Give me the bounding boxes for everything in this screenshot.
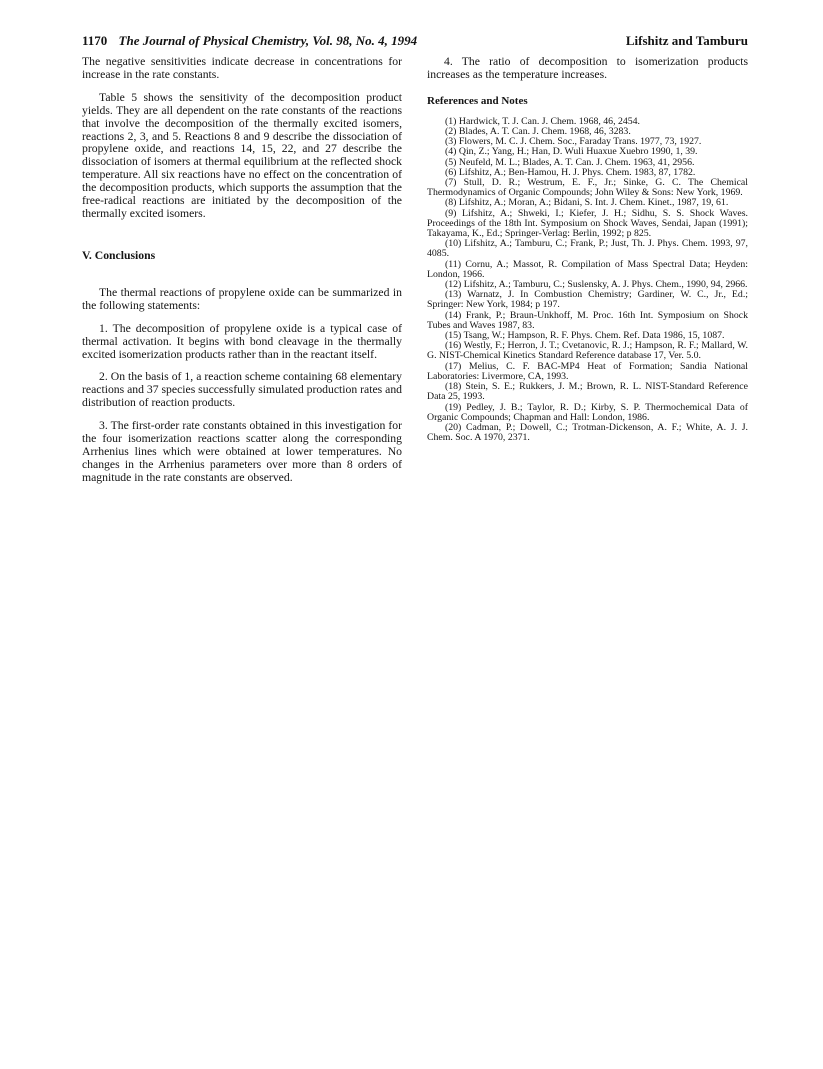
page-number: 1170 [82, 33, 108, 48]
section-heading-conclusions: V. Conclusions [82, 248, 156, 262]
reference-item: (8) Lifshitz, A.; Moran, A.; Bidani, S. Int. J. Chem. Kinet., 1987, 19, 61. [445, 197, 729, 209]
paragraph-table5: Table 5 shows the sensitivity of the decomposition product yields. They are all dependent on the rate constants of the reactions that involve the decomposition of the thermally excited isomers, reactions 2, 3, and 5. Reactions 8 and 9 describe the dissociation of propylene oxide, and reactions 14, 15, 22, and 27 describe the dissociation of isomers at thermal equilibrium at the reflected shock temperature. All six reactions have no effect on the concentration of the decomposition products, which supports the assumption that the free-radical reactions are initiated by the decomposition of the thermally excited isomers. [82, 90, 402, 220]
references-heading: References and Notes [427, 94, 528, 107]
reference-item: (2) Blades, A. T. Can. J. Chem. 1968, 46, 3283. [445, 126, 631, 138]
reference-item: (16) Westly, F.; Herron, J. T.; Cvetanovic, R. J.; Hampson, R. F.; Mallard, W. G. NIST-Chemical Kinetics Standard Reference database 17, Ver. 5.0. [427, 340, 748, 362]
conclusion-item-2: 2. On the basis of 1, a reaction scheme containing 68 elementary reactions and 37 species successfully simulated production rates and distribution of reaction products. [82, 370, 403, 410]
reference-item: (7) Stull, D. R.; Westrum, E. F., Jr.; Sinke, G. C. The Chemical Thermodynamics of Organic Compounds; John Wiley & Sons: New York, 1969. [427, 177, 748, 199]
header-authors: Lifshitz and Tamburu [625, 33, 748, 48]
paragraph-sensitivities: The negative sensitivities indicate decrease in concentrations for increase in the rate constants. [82, 55, 402, 81]
reference-item: (14) Frank, P.; Braun-Unkhoff, M. Proc. 16th Int. Symposium on Shock Tubes and Waves 1987, 83. [427, 309, 748, 331]
reference-item: (9) Lifshitz, A.; Shweki, I.; Kiefer, J. H.; Sidhu, S. S. Shock Waves. Proceedings of the 18th Int. Symposium on Shock Waves, Sendai, Japan (1991); Takayama, K., Ed.; Springer-Verlag: Berlin, 1992; p 825. [427, 207, 748, 240]
reference-item: (12) Lifshitz, A.; Tamburu, C.; Suslensky, A. J. Phys. Chem., 1990, 94, 2966. [445, 279, 748, 291]
reference-item: (10) Lifshitz, A.; Tamburu, C.; Frank, P.; Just, Th. J. Phys. Chem. 1993, 97, 4085. [427, 238, 748, 260]
reference-item: (13) Warnatz, J. In Combustion Chemistry; Gardiner, W. C., Jr., Ed.; Springer: New York, 1984; p 197. [427, 289, 748, 311]
journal-name: The Journal of Physical Chemistry, Vol. 98, No. 4, 1994 [118, 33, 418, 48]
reference-item: (20) Cadman, P.; Dowell, C.; Trotman-Dickenson, A. F.; White, A. J. J. Chem. Soc. A 1970, 2371. [427, 421, 748, 444]
conclusion-item-4: 4. The ratio of decomposition to isomerization products increases as the temperature increases. [427, 55, 748, 81]
reference-item: (18) Stein, S. E.; Rukkers, J. M.; Brown, R. L. NIST-Standard Reference Data 25, 1993. [427, 381, 748, 403]
conclusion-item-3: 3. The first-order rate constants obtained in this investigation for the four isomerization reactions scatter along the corresponding Arrhenius lines which were obtained at lower temperatures. No changes in the Arrhenius parameters over more than 8 orders of magnitude in the rate constants are observed. [82, 419, 402, 484]
header-left [82, 33, 417, 49]
reference-item: (15) Tsang, W.; Hampson, R. F. Phys. Chem. Ref. Data 1986, 15, 1087. [445, 330, 725, 342]
right-column [427, 56, 748, 443]
reference-item: (4) Qin, Z.; Yang, H.; Han, D. Wuli Huaxue Xuebro 1990, 1, 39. [445, 146, 698, 158]
left-column [82, 56, 402, 485]
reference-item: (1) Hardwick, T. J. Can. J. Chem. 1968, 46, 2454. [445, 115, 641, 127]
paragraph-conclusions-intro: The thermal reactions of propylene oxide can be summarized in the following statements: [82, 285, 402, 312]
reference-item: (17) Melius, C. F. BAC-MP4 Heat of Formation; Sandia National Laboratories: Livermore, CA, 1993. [427, 360, 748, 382]
reference-item: (5) Neufeld, M. L.; Blades, A. T. Can. J. Chem. 1963, 41, 2956. [445, 156, 695, 168]
reference-item: (3) Flowers, M. C. J. Chem. Soc., Faraday Trans. 1977, 73, 1927. [445, 136, 702, 148]
reference-item: (19) Pedley, J. B.; Taylor, R. D.; Kirby, S. P. Thermochemical Data of Organic Compounds; Chapman and Hall: London, 1986. [427, 401, 748, 423]
reference-item: (11) Cornu, A.; Massot, R. Compilation of Mass Spectral Data; Heyden: London, 1966. [427, 258, 748, 280]
running-header [82, 33, 748, 51]
reference-item: (6) Lifshitz, A.; Ben-Hamou, H. J. Phys. Chem. 1983, 87, 1782. [445, 166, 696, 178]
conclusion-item-1: 1. The decomposition of propylene oxide is a typical case of thermal activation. It begins with bond cleavage in the thermally excited isomerization products rather than in the reactant itself. [82, 321, 402, 361]
reference-list [427, 117, 748, 444]
